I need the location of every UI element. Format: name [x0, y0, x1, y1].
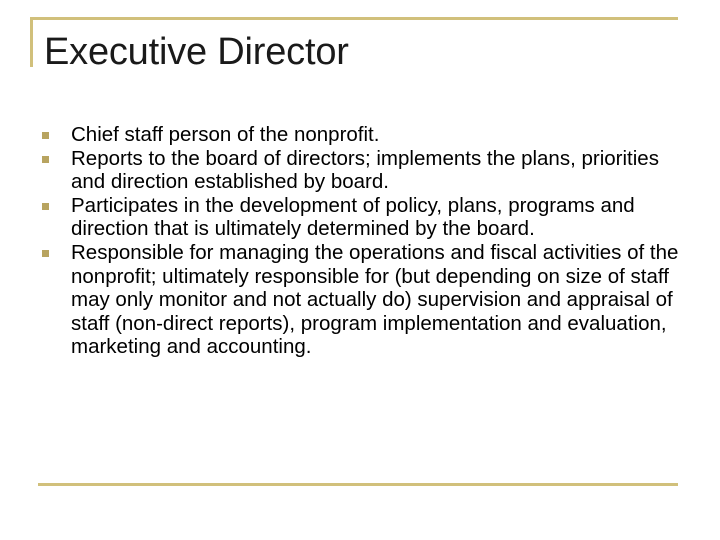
bottom-accent-line: [38, 483, 678, 486]
square-bullet-icon: [42, 156, 49, 163]
left-accent-line: [30, 17, 33, 67]
bullet-item: [42, 123, 682, 147]
bullet-list: [42, 123, 682, 359]
bullet-text: Participates in the development of policy, plans, programs and direction that is ultimately determined by the board.: [71, 193, 635, 241]
bullet-text: Reports to the board of directors; implements the plans, priorities and direction established by board.: [71, 146, 659, 194]
top-accent-line: [30, 17, 678, 20]
bullet-text: Responsible for managing the operations and fiscal activities of the nonprofit; ultimately responsible for (but depending on size of staff may only monitor and not actually do) supervision and appraisal of staff (non-direct reports), program implementation and evaluation, marketing and accounting.: [71, 240, 679, 359]
bullet-item: [42, 147, 682, 194]
square-bullet-icon: [42, 203, 49, 210]
square-bullet-icon: [42, 250, 49, 257]
square-bullet-icon: [42, 132, 49, 139]
slide-title: Executive Director: [44, 31, 349, 73]
bullet-text: Chief staff person of the nonprofit.: [71, 123, 380, 146]
bullet-item: [42, 241, 682, 359]
bullet-item: [42, 194, 682, 241]
